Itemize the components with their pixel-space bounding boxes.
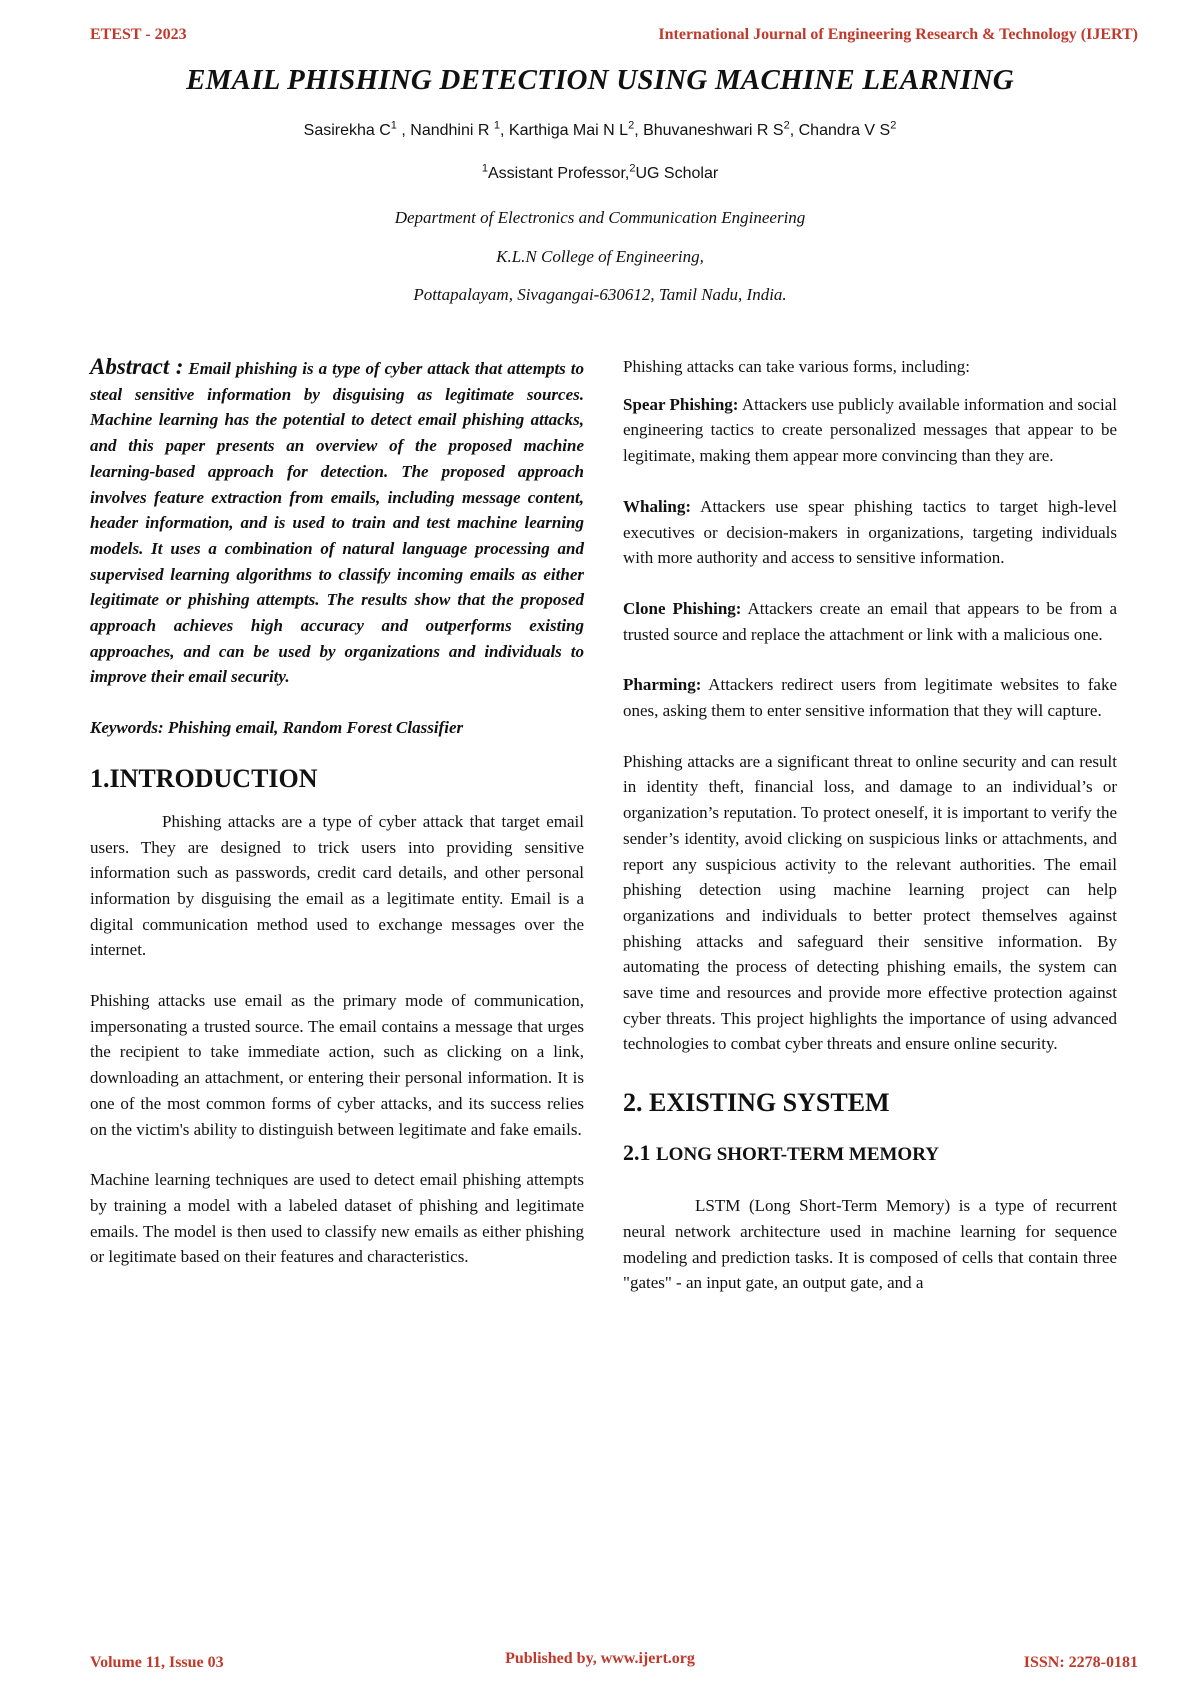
phishing-form-text: Attackers use publicly available information and social engineering tactics to create personalized messages that appear to be legitimate, making them appear more convincing than they are. (623, 394, 1117, 466)
footer-volume: Volume 11, Issue 03 (90, 1654, 224, 1671)
journal-header-right: International Journal of Engineering Research & Technology (IJERT) (658, 26, 1138, 43)
phishing-form-term: Spear Phishing: (623, 394, 739, 414)
author-affiliation-mark: 1 (493, 119, 500, 132)
phishing-form-term: Pharming: (623, 675, 702, 695)
phishing-form-text: Attackers redirect users from legitimate websites to fake ones, asking them to enter sensitive information that they will capture. (623, 675, 1117, 721)
author-name: Karthiga Mai N L (508, 122, 629, 139)
abstract (90, 354, 584, 690)
phishing-form-item (623, 494, 1117, 571)
college: K.L.N College of Engineering, (496, 247, 704, 266)
intro-paragraph: Machine learning techniques are used to detect email phishing attempts by training a model with a labeled dataset of phishing and legitimate emails. The model is then used to classify new emails as either phishing or legitimate based on their features and characteristics. (90, 1170, 584, 1267)
phishing-form-item (623, 672, 1117, 723)
affiliation-mark: 2 (629, 162, 636, 175)
author-list (0, 119, 1200, 140)
author-name: Nandhini R (410, 122, 494, 139)
phishing-form-term: Whaling: (623, 496, 692, 516)
affiliation-role: Assistant Professor, (487, 165, 630, 182)
author-separator: , (634, 122, 644, 139)
author-affiliation-mark: 2 (628, 119, 635, 132)
subsection-title: LONG SHORT-TERM MEMORY (656, 1144, 939, 1166)
author-affiliation-mark: 2 (890, 119, 897, 132)
author-affiliations (0, 162, 1200, 183)
journal-header-left: ETEST - 2023 (90, 26, 187, 43)
phishing-form-text: Attackers use spear phishing tactics to target high-level executives or decision-makers in organizations, targeting individuals with more authority and access to sensitive information. (623, 496, 1117, 568)
keywords: Keywords: Phishing email, Random Forest Classifier (90, 718, 464, 738)
right-column (623, 354, 1117, 1296)
lstm-subheading (623, 1139, 1117, 1169)
subsection-number: 2.1 (623, 1140, 651, 1166)
lstm-paragraph: LSTM (Long Short-Term Memory) is a type of recurrent neural network architecture used in machine learning for sequence modeling and prediction tasks. It is composed of cells that contain three "gates" - an input gate, an output gate, and a (623, 1196, 1117, 1293)
affiliation-mark: 1 (481, 162, 488, 175)
intro-paragraph: Phishing attacks use email as the primary mode of communication, impersonating a trusted source. The email contains a message that urges the recipient to take immediate action, such as clicking on a link, downloading an attachment, or entering their personal information. It is one of the most common forms of cyber attacks, and its success relies on the victim's ability to distinguish between legitimate and fake emails. (90, 991, 584, 1139)
phishing-form-item (623, 596, 1117, 647)
phishing-form-term: Clone Phishing: (623, 598, 742, 618)
author-separator: , (789, 122, 799, 139)
left-column (90, 354, 584, 1270)
author-affiliation-mark: 2 (783, 119, 790, 132)
existing-system-heading: 2. EXISTING SYSTEM (623, 1088, 890, 1118)
author-separator: , (396, 122, 411, 139)
abstract-label: Abstract : (90, 354, 184, 379)
phishing-form-item (623, 392, 1117, 469)
affiliation-role: UG Scholar (635, 165, 719, 182)
footer-issn: ISSN: 2278-0181 (1023, 1654, 1138, 1671)
author-name: Sasirekha C (303, 122, 391, 139)
address: Pottapalayam, Sivagangai-630612, Tamil Nadu, India. (413, 285, 787, 304)
footer-publisher: Published by, www.ijert.org (505, 1650, 695, 1667)
abstract-text: Email phishing is a type of cyber attack that attempts to steal sensitive information by disguising as legitimate sources. Machine learning has the potential to detect email phishing attacks, and this paper presents an overview of the proposed machine learning-based approach for detection. The proposed approach involves feature extraction from emails, including message content, header information, and is used to train and test machine learning models. It uses a combination of natural language processing and supervised learning algorithms to classify incoming emails as either legitimate or phishing attempts. The results show that the proposed approach achieves high accuracy and outperforms existing approaches, and can be used by organizations and individuals to improve their email security. (90, 359, 585, 687)
phishing-form-text: Attackers create an email that appears to be from a trusted source and replace the attachment or link with a malicious one. (623, 598, 1117, 644)
author-name: Bhuvaneshwari R S (643, 122, 784, 139)
author-affiliation-mark: 1 (390, 119, 397, 132)
author-separator: , (500, 122, 509, 139)
author-name: Chandra V S (798, 122, 891, 139)
intro-paragraph: Phishing attacks are a type of cyber attack that target email users. They are designed to trick users into providing sensitive information such as passwords, credit card details, and other personal information by disguising the email as a legitimate entity. Email is a digital communication method used to exchange messages over the internet. (90, 811, 584, 960)
paper-title: EMAIL PHISHING DETECTION USING MACHINE LEARNING (186, 64, 1014, 96)
forms-intro: Phishing attacks can take various forms, including: (623, 357, 971, 376)
department: Department of Electronics and Communication Engineering (394, 208, 806, 227)
forms-conclusion: Phishing attacks are a significant threat to online security and can result in identity theft, financial loss, and damage to an individual’s or organization’s reputation. To protect oneself, it is important to verify the sender’s identity, avoid clicking on suspicious links or attachments, and report any suspicious activity to the relevant authorities. The email phishing detection using machine learning project can help organizations and individuals to better protect themselves against phishing attacks and safeguard their sensitive information. By automating the process of detecting phishing emails, the system can save time and resources and provide more effective protection against cyber threats. This project highlights the importance of using advanced technologies to combat cyber threats and ensure online security. (623, 751, 1117, 1054)
introduction-heading: 1.INTRODUCTION (90, 763, 318, 793)
